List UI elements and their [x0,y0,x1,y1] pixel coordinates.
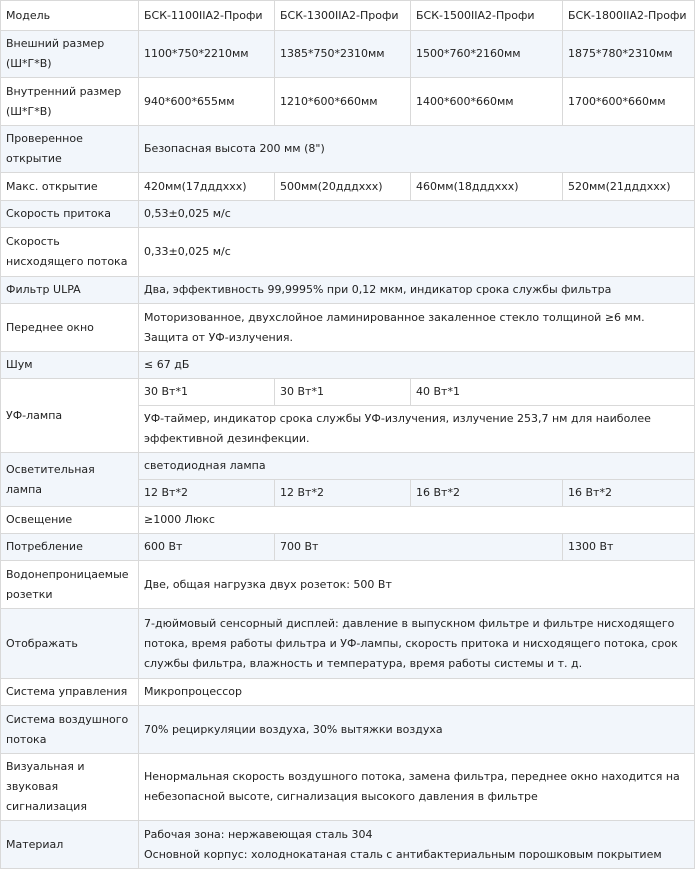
row-label: Переднее окно [1,304,139,352]
cell-value: 1385*750*2310мм [275,31,411,78]
cell-value: 40 Вт*1 [411,379,695,406]
row-label: Освещение [1,507,139,534]
cell-value: 460мм(18дддххх) [411,173,563,201]
row-label: Система воздушного потока [1,706,139,754]
model-1500: БСК-1500IIA2-Профи [411,1,563,31]
cell-value: Безопасная высота 200 мм (8") [139,126,695,173]
row-ulpa-filter [1,277,695,304]
row-illumination [1,507,695,534]
cell-value: 16 Вт*2 [411,480,563,507]
cell-value: 420мм(17дддххх) [139,173,275,201]
row-consumption [1,534,695,561]
cell-value: 1875*780*2310мм [563,31,695,78]
row-airflow [1,706,695,754]
cell-value: 1100*750*2210мм [139,31,275,78]
cell-value: 700 Вт [275,534,563,561]
material-cell [139,821,695,869]
cell-value: 0,53±0,025 м/с [139,201,695,228]
row-sockets [1,561,695,609]
row-label: Скорость притока [1,201,139,228]
row-noise [1,352,695,379]
cell-value: УФ-таймер, индикатор срока службы УФ-излучения, излучение 253,7 нм для наиболее эффективной дезинфекции. [139,406,695,453]
cell-value: 1500*760*2160мм [411,31,563,78]
cell-value: 1300 Вт [563,534,695,561]
cell-value: Два, эффективность 99,9995% при 0,12 мкм, индикатор срока службы фильтра [139,277,695,304]
cell-value: 940*600*655мм [139,78,275,126]
row-label: Внешний размер (Ш*Г*В) [1,31,139,78]
cell-value: 12 Вт*2 [139,480,275,507]
cell-value: 1210*600*660мм [275,78,411,126]
row-label: Осветительная лампа [1,453,139,507]
row-label: Потребление [1,534,139,561]
row-label: Фильтр ULPA [1,277,139,304]
row-internal-size [1,78,695,126]
cell-value: 1700*600*660мм [563,78,695,126]
row-external-size [1,31,695,78]
row-label: Модель [1,1,139,31]
row-label: Шум [1,352,139,379]
row-label: Материал [1,821,139,869]
cell-value: 70% рециркуляции воздуха, 30% вытяжки воздуха [139,706,695,754]
row-label: УФ-лампа [1,379,139,453]
row-tested-opening [1,126,695,173]
row-label: Скорость нисходящего потока [1,228,139,277]
row-alarm [1,754,695,821]
row-max-opening [1,173,695,201]
cell-value: 30 Вт*1 [275,379,411,406]
row-material [1,821,695,869]
cell-value: 500мм(20дддххх) [275,173,411,201]
cell-value: 30 Вт*1 [139,379,275,406]
cell-value: 12 Вт*2 [275,480,411,507]
material-line: Основной корпус: холоднокатаная сталь с антибактериальным порошковым покрытием [144,847,662,861]
cell-value: ≥1000 Люкс [139,507,695,534]
cell-value: Микропроцессор [139,679,695,706]
row-uv-lamp [1,379,695,406]
cell-value: ≤ 67 дБ [139,352,695,379]
row-label: Система управления [1,679,139,706]
row-control [1,679,695,706]
cell-value: 16 Вт*2 [563,480,695,507]
cell-value: Ненормальная скорость воздушного потока, замена фильтра, переднее окно находится на небезопасной высоте, сигнализация высокого давления в фильтре [139,754,695,821]
cell-value: 600 Вт [139,534,275,561]
material-line: Рабочая зона: нержавеющая сталь 304 [144,827,373,841]
cell-value: 1400*600*660мм [411,78,563,126]
cell-value: светодиодная лампа [139,453,695,480]
row-display [1,609,695,679]
cell-value: 7-дюймовый сенсорный дисплей: давление в выпускном фильтре и фильтре нисходящего потока, время работы фильтра и УФ-лампы, скорость притока и нисходящего потока, срок службы фильтра, влажность и температура, время работы системы и т. д. [139,609,695,679]
row-downflow-speed [1,228,695,277]
row-label: Визуальная и звуковая сигнализация [1,754,139,821]
model-1800: БСК-1800IIA2-Профи [563,1,695,31]
row-label: Отображать [1,609,139,679]
row-label: Проверенное открытие [1,126,139,173]
row-label: Водонепроницаемые розетки [1,561,139,609]
row-front-window [1,304,695,352]
cell-value: Две, общая нагрузка двух розеток: 500 Вт [139,561,695,609]
row-light-lamp [1,453,695,480]
model-1100: БСК-1100IIA2-Профи [139,1,275,31]
model-1300: БСК-1300IIA2-Профи [275,1,411,31]
row-label: Макс. открытие [1,173,139,201]
row-model [1,1,695,31]
row-inflow-speed [1,201,695,228]
cell-value: Моторизованное, двухслойное ламинированное закаленное стекло толщиной ≥6 мм. Защита от УФ-излучения. [139,304,695,352]
cell-value: 0,33±0,025 м/с [139,228,695,277]
row-label: Внутренний размер (Ш*Г*В) [1,78,139,126]
cell-value: 520мм(21дддххх) [563,173,695,201]
